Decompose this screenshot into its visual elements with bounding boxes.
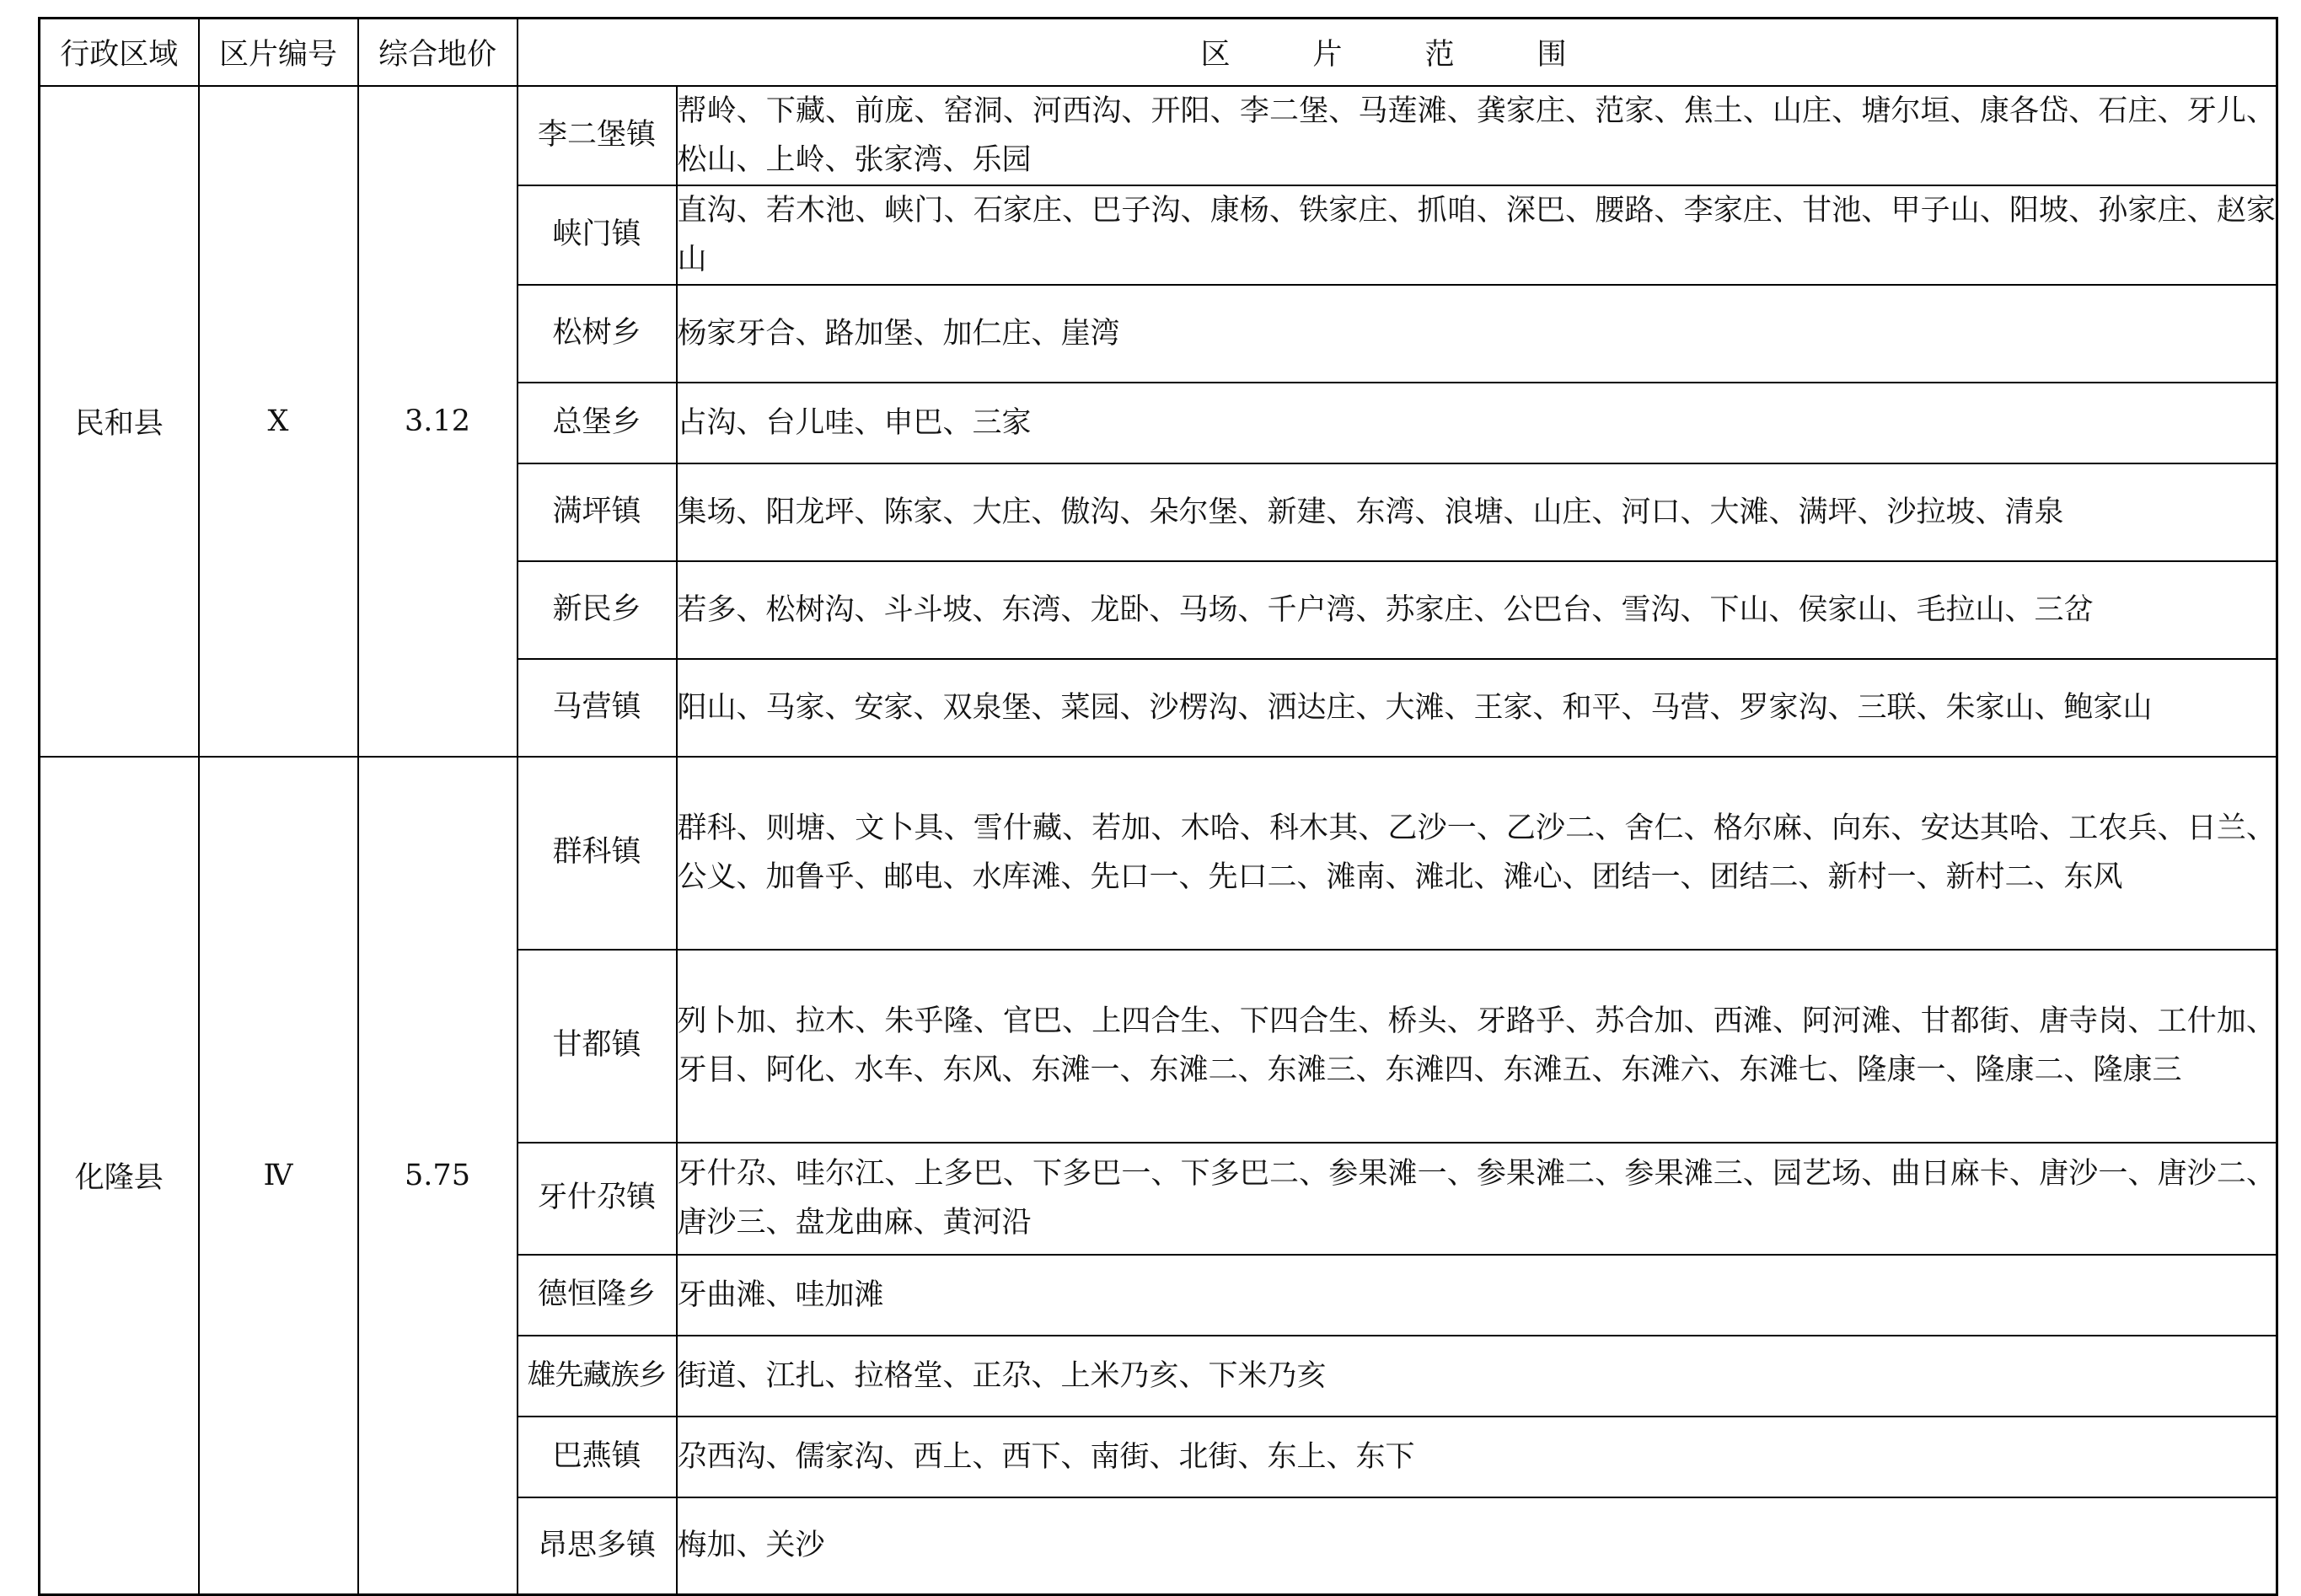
town-cell: 松树乡 (518, 285, 677, 383)
town-cell: 新民乡 (518, 561, 677, 659)
region-cell: 民和县 (40, 86, 199, 757)
scope-cell: 牙曲滩、哇加滩 (677, 1255, 2277, 1336)
scope-cell: 牙什尕、哇尔江、上多巴、下多巴一、下多巴二、参果滩一、参果滩二、参果滩三、园艺场、曲日麻卡、唐沙一、唐沙二、唐沙三、盘龙曲麻、黄河沿 (677, 1143, 2277, 1255)
town-cell: 满坪镇 (518, 463, 677, 561)
scope-cell: 杨家牙合、路加堡、加仁庄、崖湾 (677, 285, 2277, 383)
scope-cell: 梅加、关沙 (677, 1497, 2277, 1595)
town-cell: 马营镇 (518, 659, 677, 757)
land-price-table (38, 17, 2278, 1596)
town-cell: 甘都镇 (518, 950, 677, 1143)
land-price-cell: 3.12 (358, 86, 518, 757)
scope-cell: 直沟、若木池、峡门、石家庄、巴子沟、康杨、铁家庄、抓咱、深巴、腰路、李家庄、甘池、甲子山、阳坡、孙家庄、赵家山 (677, 185, 2277, 285)
header-land-price: 综合地价 (358, 19, 518, 86)
scope-cell: 若多、松树沟、斗斗坡、东湾、龙卧、马场、千户湾、苏家庄、公巴台、雪沟、下山、侯家山、毛拉山、三岔 (677, 561, 2277, 659)
header-region: 行政区域 (40, 19, 199, 86)
town-cell: 昂思多镇 (518, 1497, 677, 1595)
scope-cell: 占沟、台儿哇、申巴、三家 (677, 383, 2277, 463)
town-cell: 峡门镇 (518, 185, 677, 285)
town-cell: 德恒隆乡 (518, 1255, 677, 1336)
scope-cell: 帮岭、下藏、前庞、窑洞、河西沟、开阳、李二堡、马莲滩、龚家庄、范家、焦土、山庄、塘尔垣、康各岱、石庄、牙儿、松山、上岭、张家湾、乐园 (677, 86, 2277, 185)
header-zone-scope: 区 片 范 围 (518, 19, 2277, 86)
zone-code-cell: Ⅹ (199, 86, 358, 757)
town-cell: 雄先藏族乡 (518, 1336, 677, 1417)
scope-cell: 群科、则塘、文卜具、雪什藏、若加、木哈、科木其、乙沙一、乙沙二、舍仁、格尔麻、向东、安达其哈、工农兵、日兰、公义、加鲁乎、邮电、水库滩、先口一、先口二、滩南、滩北、滩心、团结一、团结二、新村一、新村二、东风 (677, 757, 2277, 950)
town-cell: 群科镇 (518, 757, 677, 950)
town-cell: 牙什尕镇 (518, 1143, 677, 1255)
land-price-cell: 5.75 (358, 757, 518, 1595)
scope-cell: 列卜加、拉木、朱乎隆、官巴、上四合生、下四合生、桥头、牙路乎、苏合加、西滩、阿河滩、甘都街、唐寺岗、工什加、牙目、阿化、水车、东风、东滩一、东滩二、东滩三、东滩四、东滩五、东滩六、东滩七、隆康一、隆康二、隆康三 (677, 950, 2277, 1143)
town-cell: 巴燕镇 (518, 1417, 677, 1497)
header-zone-code: 区片编号 (199, 19, 358, 86)
table-row (40, 757, 2277, 950)
town-cell: 总堡乡 (518, 383, 677, 463)
town-cell: 李二堡镇 (518, 86, 677, 185)
scope-cell: 尕西沟、儒家沟、西上、西下、南街、北街、东上、东下 (677, 1417, 2277, 1497)
scope-cell: 阳山、马家、安家、双泉堡、菜园、沙楞沟、洒达庄、大滩、王家、和平、马营、罗家沟、三联、朱家山、鲍家山 (677, 659, 2277, 757)
zone-code-cell: Ⅳ (199, 757, 358, 1595)
scope-cell: 街道、江扎、拉格堂、正尕、上米乃亥、下米乃亥 (677, 1336, 2277, 1417)
scope-cell: 集场、阳龙坪、陈家、大庄、傲沟、朵尔堡、新建、东湾、浪塘、山庄、河口、大滩、满坪、沙拉坡、清泉 (677, 463, 2277, 561)
table-row (40, 86, 2277, 185)
region-cell: 化隆县 (40, 757, 199, 1595)
header-row (40, 19, 2277, 86)
